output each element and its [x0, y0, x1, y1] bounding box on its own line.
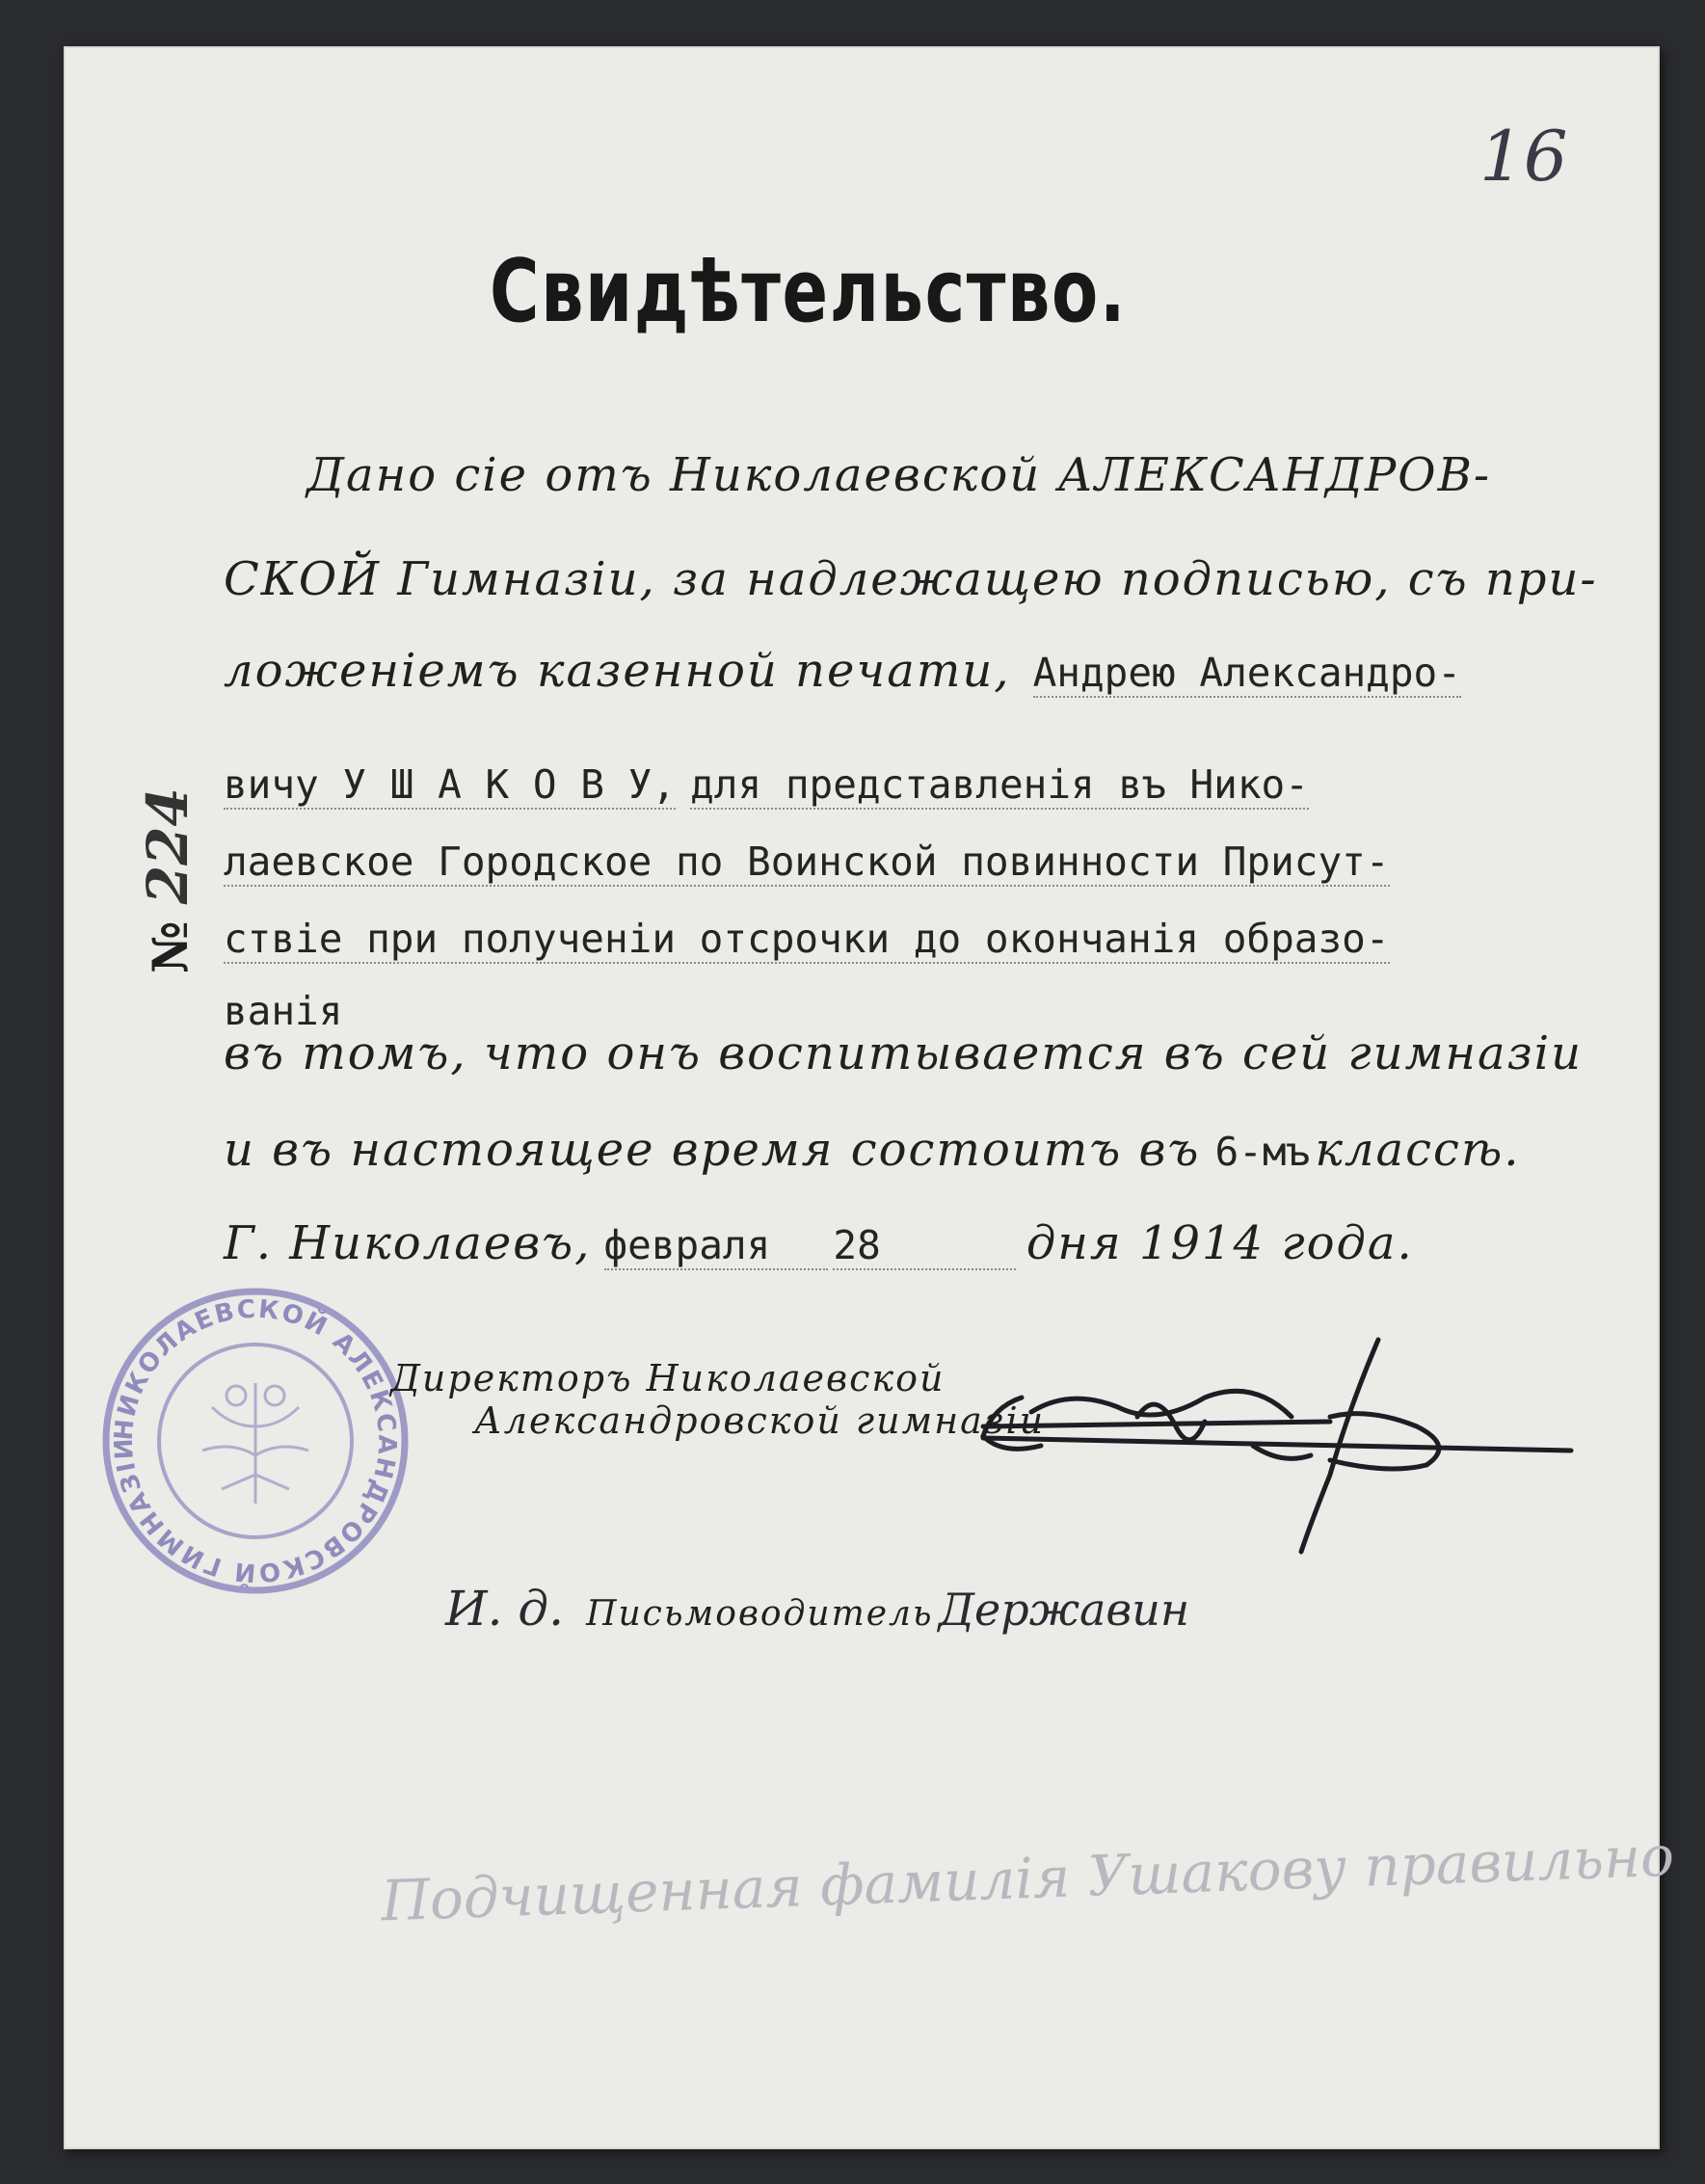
- recipient-name-part1: Андрею Александро-: [1032, 650, 1461, 696]
- director-title-line-2: Александровской гимназіи: [474, 1399, 1046, 1442]
- double-eagle-emblem: [202, 1383, 308, 1504]
- body-line-4: [224, 761, 1309, 808]
- body-line-1: Дано сіе отъ Николаевской АЛЕКСАНДРОВ-: [306, 448, 1492, 502]
- director-signature: [964, 1330, 1600, 1561]
- body-line-5: лаевское Городское по Воинской повинности Присут-: [224, 839, 1390, 885]
- body-line-7: ванія: [224, 988, 343, 1034]
- clerk-line: [445, 1581, 1189, 1637]
- official-seal: [96, 1282, 414, 1600]
- seal-text: НИКОЛАЕВСКОЙ АЛЕКСАНДРОВСКОЙ ГИМНАЗІИ: [109, 1294, 402, 1587]
- director-title-line-1: Директоръ Николаевской: [390, 1357, 946, 1399]
- document-title: Свидѣтельство.: [490, 241, 1128, 342]
- clerk-label: Письмоводитель: [586, 1594, 934, 1634]
- body-line-2: СКОЙ Гимназіи, за надлежащею подписью, съ при-: [224, 552, 1598, 606]
- document-number: [135, 787, 200, 973]
- date-city: Г. Николаевъ,: [224, 1216, 592, 1270]
- body-line-3-prefix: ложеніемъ казенной печати,: [224, 644, 1011, 698]
- body-line-9-prefix: и въ настоящее время состоитъ въ: [224, 1123, 1201, 1177]
- body-line-3: [224, 644, 1461, 698]
- body-line-9-suffix: классѣ.: [1315, 1123, 1521, 1177]
- class-number: 6-мъ: [1214, 1129, 1311, 1175]
- date-month: февраля: [604, 1222, 829, 1270]
- director-signature-graphic: [964, 1330, 1600, 1561]
- date-day: 28: [833, 1222, 1015, 1270]
- date-suffix: дня 1914 года.: [1026, 1216, 1414, 1270]
- page-number: 16: [1479, 116, 1568, 197]
- seal-graphic: [96, 1282, 414, 1600]
- clerk-signature: Державин: [938, 1584, 1190, 1636]
- body-line-9: [224, 1123, 1521, 1177]
- number-value: 224: [135, 787, 200, 905]
- number-label: №: [142, 920, 199, 973]
- clerk-prefix: И. д.: [445, 1581, 564, 1637]
- date-line: [224, 1216, 1414, 1270]
- body-line-4-rest: для представленія въ Нико-: [690, 761, 1309, 808]
- body-line-8: въ томъ, что онъ воспитывается въ сей гимназіи: [224, 1026, 1584, 1080]
- pencil-annotation: Подчищенная фамилія Ушакову правильно: [380, 1823, 1676, 1934]
- body-line-6: ствіе при полученіи отсрочки до окончанія образо-: [224, 916, 1390, 962]
- recipient-name-part2: вичу У Ш А К О В У,: [224, 761, 676, 808]
